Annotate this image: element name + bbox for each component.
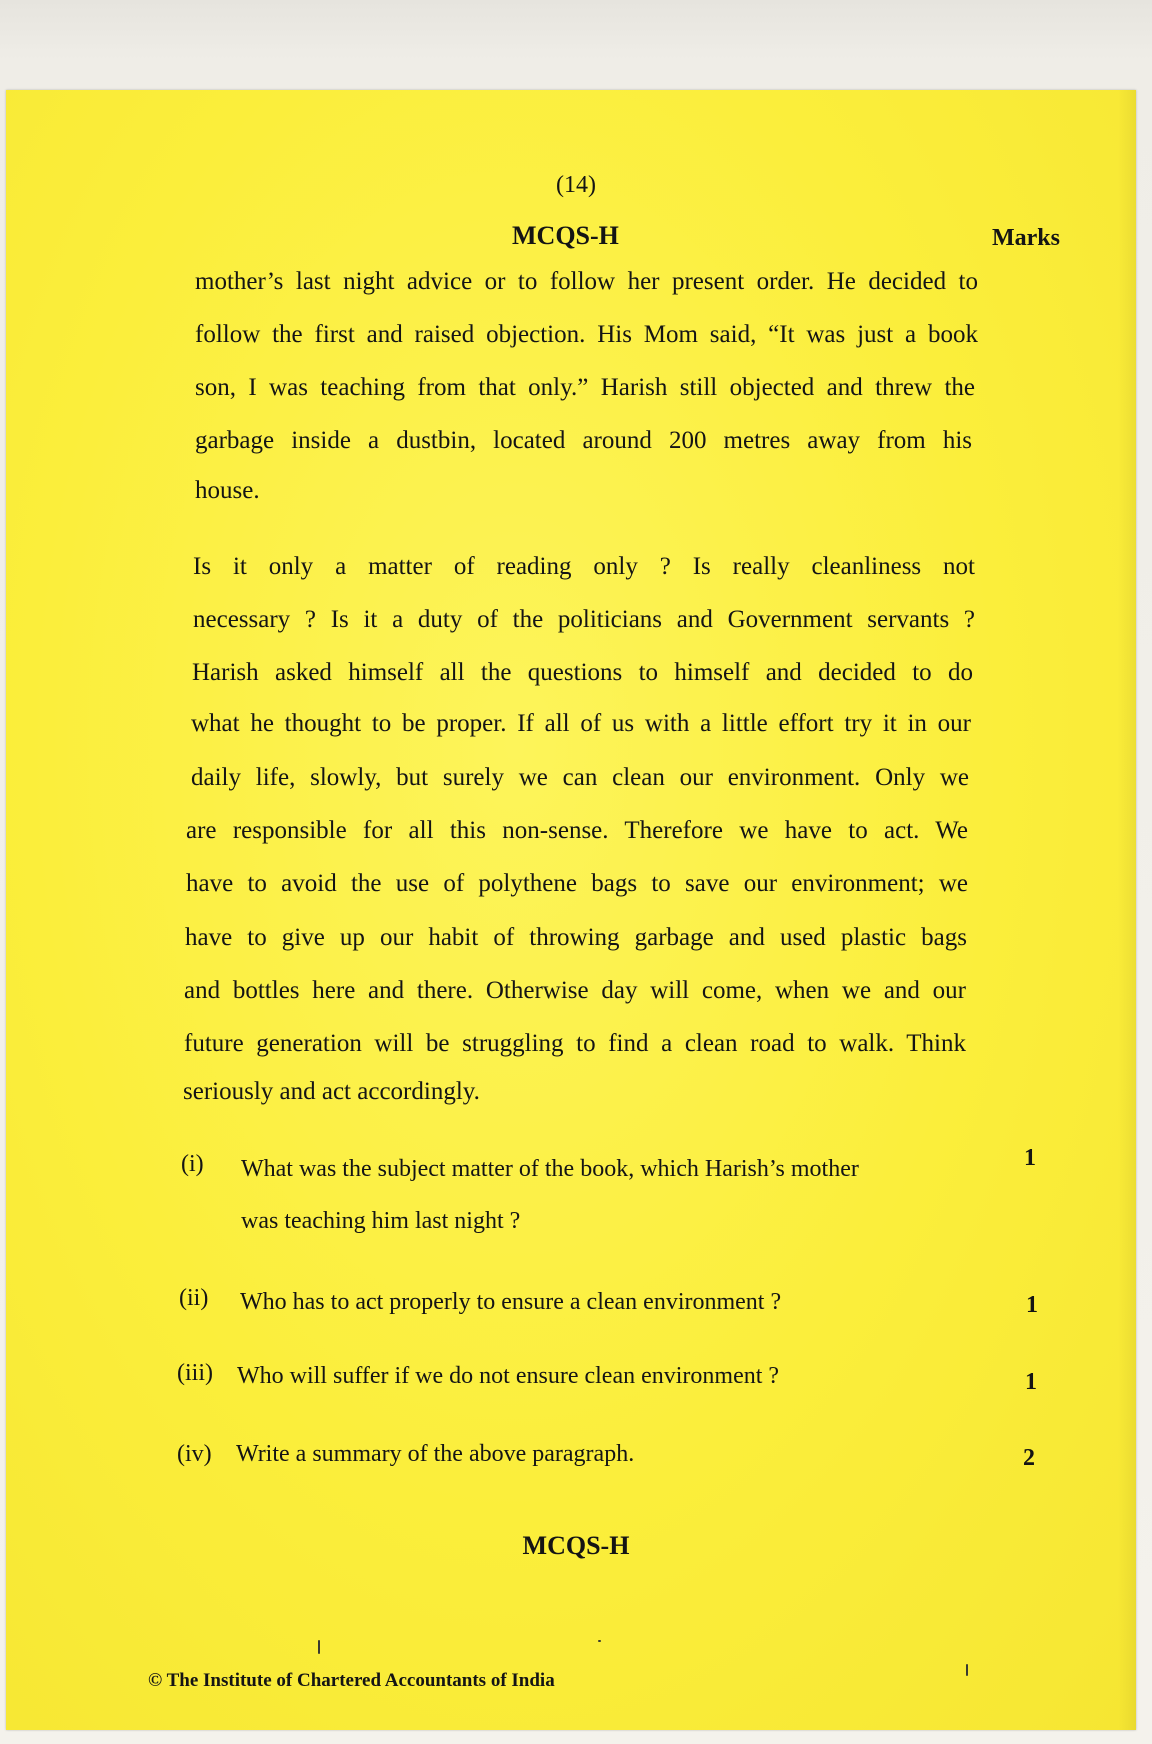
question-marks: 1 — [1025, 1369, 1037, 1395]
passage-line: follow the first and raised objection. His Mom said, “It was just a book — [195, 321, 978, 348]
question-text: What was the subject matter of the book, which Harish’s mother — [241, 1156, 859, 1182]
question-number: (ii) — [179, 1285, 209, 1311]
footer-paper-code: MCQS-H — [522, 1531, 630, 1560]
passage-line: and bottles here and there. Otherwise day will come, when we and our — [184, 977, 966, 1004]
header-paper-code: MCQS-H — [512, 221, 619, 250]
passage-line: are responsible for all this non-sense. Therefore we have to act. We — [186, 817, 968, 844]
passage-line: Is it only a matter of reading only ? Is really cleanliness not — [193, 553, 975, 580]
scan-speck — [598, 1640, 601, 1642]
copyright-notice: © The Institute of Chartered Accountants of India — [148, 1670, 555, 1691]
passage-line: Harish asked himself all the questions to himself and decided to do — [192, 659, 973, 686]
scan-speck — [966, 1664, 968, 1676]
page-number: (14) — [556, 172, 596, 198]
passage-line: son, I was teaching from that only.” Harish still objected and threw the — [195, 374, 975, 401]
passage-line: what he thought to be proper. If all of us with a little effort try it in our — [191, 710, 971, 737]
passage-line: future generation will be struggling to find a clean road to walk. Think — [184, 1030, 966, 1057]
question-number: (iv) — [177, 1441, 212, 1467]
marks-column-label: Marks — [992, 225, 1060, 251]
question-text: Who has to act properly to ensure a clean environment ? — [240, 1289, 782, 1315]
passage-line: house. — [195, 477, 260, 504]
passage-line: have to avoid the use of polythene bags to save our environment; we — [186, 870, 968, 897]
question-text: Write a summary of the above paragraph. — [236, 1441, 635, 1467]
question-marks: 2 — [1023, 1445, 1035, 1471]
scan-speck — [318, 1640, 320, 1654]
question-number: (iii) — [177, 1360, 213, 1386]
passage-line: daily life, slowly, but surely we can clean our environment. Only we — [191, 764, 969, 791]
question-marks: 1 — [1024, 1145, 1036, 1171]
passage-line: garbage inside a dustbin, located around 200 metres away from his — [195, 427, 972, 454]
question-number: (i) — [181, 1151, 204, 1177]
passage-line: necessary ? Is it a duty of the politicians and Government servants ? — [193, 606, 975, 633]
question-text: was teaching him last night ? — [241, 1208, 521, 1234]
passage-line: mother’s last night advice or to follow her present order. He decided to — [195, 268, 978, 295]
passage-line: seriously and act accordingly. — [183, 1078, 480, 1105]
question-marks: 1 — [1026, 1292, 1038, 1318]
passage-line: have to give up our habit of throwing garbage and used plastic bags — [185, 924, 967, 951]
question-text: Who will suffer if we do not ensure clean environment ? — [237, 1363, 780, 1389]
